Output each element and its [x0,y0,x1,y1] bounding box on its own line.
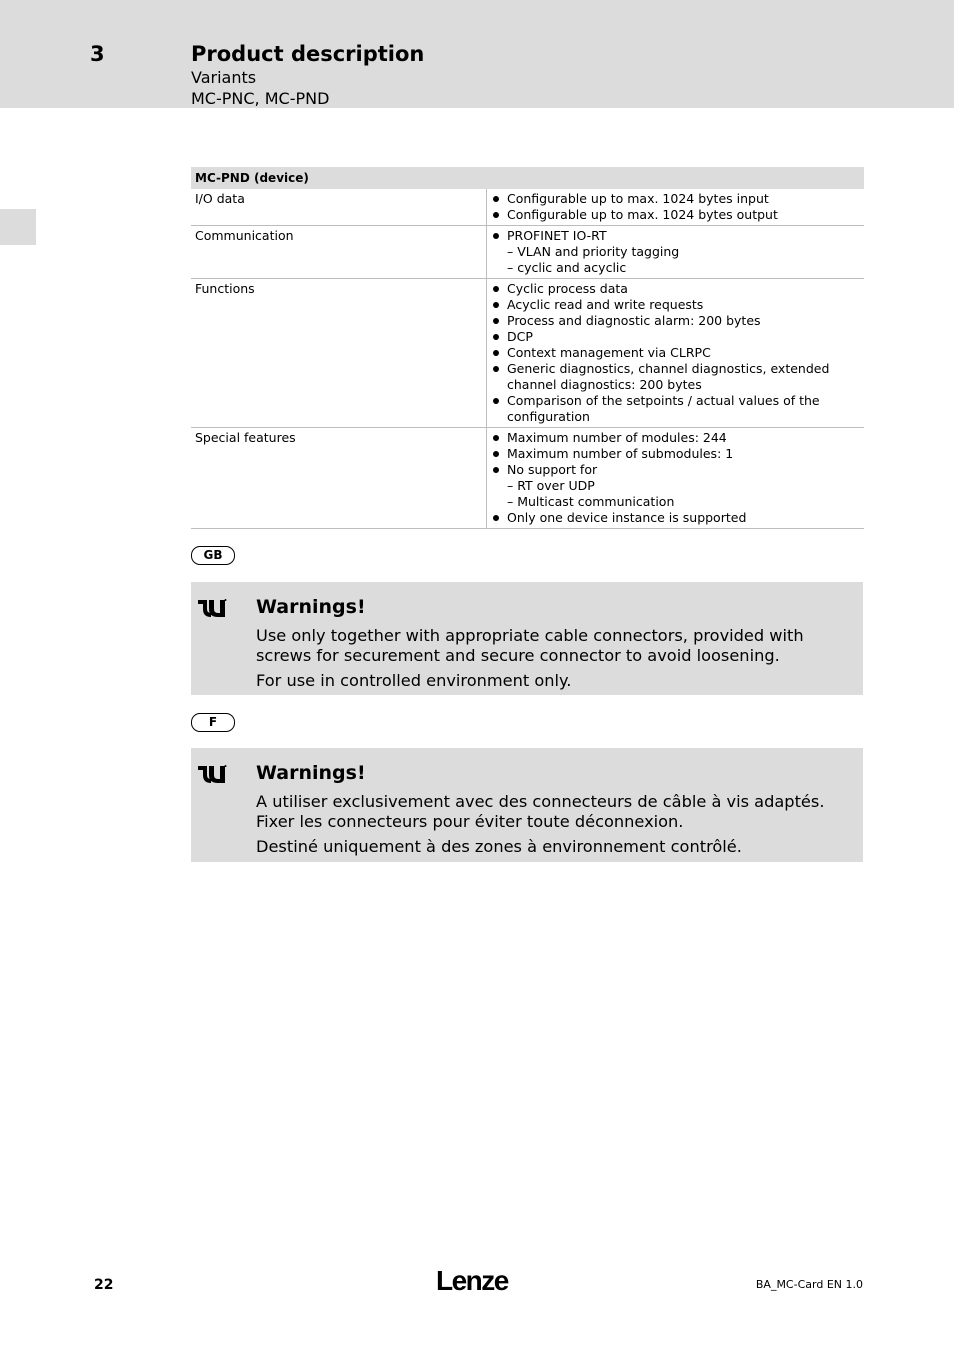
list-item [490,207,864,223]
logo-text: Lenze [436,1265,508,1296]
warning-paragraph: Destiné uniquement à des zones à environnement contrôlé. [256,837,742,856]
list-item [490,329,864,345]
list-item-text: DCP [507,329,533,344]
list-item [490,281,864,297]
page-title: Product description [191,42,425,66]
row-label: Special features [191,428,487,528]
spec-table [191,167,864,529]
row-label: Functions [191,279,487,427]
list-item-text: Maximum number of modules: 244 [507,430,727,445]
list-item-text: No support for [507,462,598,477]
warning-paragraph: A utiliser exclusivement avec des connecteurs de câble à vis adaptés. Fixer les connecteurs pour éviter toute déconnexion. [256,792,825,831]
list-item [490,446,864,462]
subsection-title: MC-PNC, MC-PND [191,89,330,108]
list-item-text: Maximum number of submodules: 1 [507,446,734,461]
sub-list-item: – VLAN and priority tagging [507,244,680,259]
warning-title: Warnings! [256,596,366,618]
table-row [191,279,864,428]
list-item [490,345,864,361]
table-row [191,428,864,529]
row-values [487,279,864,427]
list-item-text: Generic diagnostics, channel diagnostics, extended channel diagnostics: 200 bytes [507,361,830,392]
lenze-logo [436,1264,516,1296]
list-item [490,393,864,425]
bullet-icon [490,228,507,244]
table-body [191,189,864,529]
list-item [490,462,864,478]
bullet-icon [490,329,507,345]
bullet-icon [490,313,507,329]
list-item [490,510,864,526]
list-item-text: Comparison of the setpoints / actual values of the configuration [507,393,820,424]
row-values [487,189,864,225]
list-item [490,430,864,446]
warning-box-f [191,748,863,862]
table-row [191,226,864,279]
sub-list-item: – RT over UDP [507,478,595,493]
list-item-text: Process and diagnostic alarm: 200 bytes [507,313,761,328]
bullet-icon [490,191,507,207]
ul-mark-icon [197,764,227,784]
header-band [0,0,954,108]
list-item [490,297,864,313]
chapter-side-tab [0,209,36,245]
bullet-icon [490,207,507,223]
sub-list-item: – cyclic and acyclic [507,260,627,275]
bullet-icon [490,462,507,478]
list-item-text: PROFINET IO-RT [507,228,607,243]
list-item-text: Cyclic process data [507,281,628,296]
list-item-text: Context management via CLRPC [507,345,711,360]
warning-title: Warnings! [256,762,366,784]
bullet-icon [490,361,507,393]
warning-paragraph: Use only together with appropriate cable connectors, provided with screws for securement and secure connector to avoid loosening. [256,626,804,665]
list-item-text: Configurable up to max. 1024 bytes input [507,191,769,206]
table-header: MC-PND (device) [191,167,864,189]
bullet-icon [490,430,507,446]
row-values [487,226,864,278]
warning-paragraph: For use in controlled environment only. [256,671,572,690]
lang-badge-f: F [191,713,235,732]
bullet-icon [490,446,507,462]
bullet-icon [490,297,507,313]
list-item-text: Acyclic read and write requests [507,297,704,312]
list-item-text: Only one device instance is supported [507,510,747,525]
sub-list-item: – Multicast communication [507,494,675,509]
list-item [490,361,864,393]
list-item-text: Configurable up to max. 1024 bytes output [507,207,778,222]
row-label: I/O data [191,189,487,225]
table-row [191,189,864,226]
list-item [490,313,864,329]
ul-mark-icon [197,598,227,618]
list-item [490,191,864,207]
bullet-icon [490,510,507,526]
lang-badge-gb: GB [191,546,235,565]
bullet-icon [490,281,507,297]
document-reference: BA_MC-Card EN 1.0 [755,1278,863,1291]
warning-box-gb [191,582,863,695]
page-number: 22 [94,1277,114,1293]
row-values [487,428,864,528]
list-item [490,228,864,244]
bullet-icon [490,345,507,361]
warning-text [256,626,856,696]
chapter-number: 3 [90,42,105,66]
row-label: Communication [191,226,487,278]
warning-text [256,792,856,862]
section-title: Variants [191,68,257,87]
bullet-icon [490,393,507,425]
